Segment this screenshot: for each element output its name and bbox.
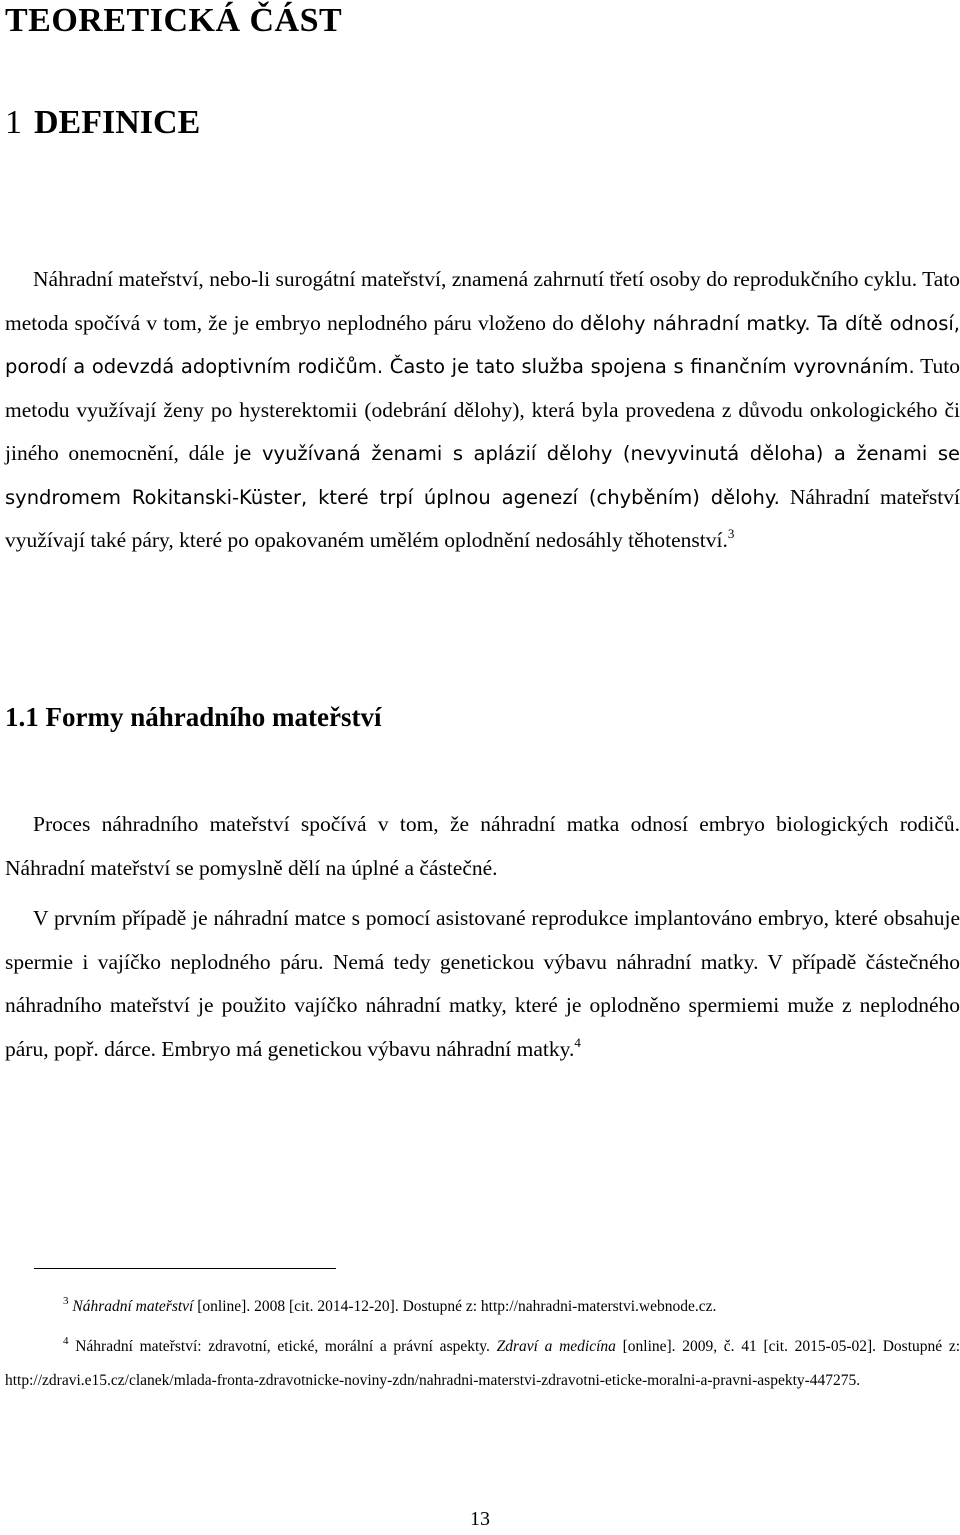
footnote-4 xyxy=(5,1330,960,1398)
paragraph-process xyxy=(5,803,960,890)
footnote-text-pre: Náhradní mateřství: zdravotní, etické, morální a právní aspekty. xyxy=(75,1338,497,1355)
paragraph-cases xyxy=(5,897,960,1071)
footnote-title: Náhradní mateřství xyxy=(72,1298,194,1315)
paragraph-process-text: Proces náhradního mateřství spočívá v tom, že náhradní matka odnosí embryo biologických rodičů. Náhradní mateřství se pomyslně dělí na úplné a částečné. xyxy=(5,812,960,880)
page-number: 13 xyxy=(470,1508,490,1530)
section-heading xyxy=(5,702,381,733)
paragraph-text-a: Náhradní mateřství, nebo-li surogátní mateřství, znamená zahrnutí třetí osoby do reprodukčního cyklu. Tato metoda spočívá v tom, že je embryo neplodného páru vloženo do xyxy=(5,267,960,335)
paragraph-text-e: Náhradní mateřství využívají také páry, které po opakovaném umělém oplodnění nedosáhly těhotenství. xyxy=(5,484,960,552)
chapter-heading xyxy=(5,104,200,142)
footnote-ref-3[interactable]: 3 xyxy=(727,526,735,541)
paragraph-cases-text: V prvním případě je náhradní matce s pomocí asistované reprodukce implantováno embryo, které obsahuje spermie i vajíčko neplodného páru. Nemá tedy genetickou výbavu náhradní matky. V případě částečného náhradního mateřství je použito vajíčko náhradní matky, které je oplodněno spermiemi muže z neplodného páru, popř. dárce. Embryo má genetickou výbavu náhradní matky. xyxy=(5,906,960,1061)
footnote-separator xyxy=(34,1268,336,1269)
section-number: 1.1 xyxy=(5,702,39,732)
footnote-text: [online]. 2008 [cit. 2014-12-20]. Dostupné z: http://nahradni-materstvi.webnode.cz. xyxy=(193,1298,717,1315)
paragraph-text-d: je využívaná ženami s aplázií dělohy (nevyvinutá děloha) a ženami se syndromem Rokitanski-Küster, které trpí úplnou agenezí (chyběním) dělohy. xyxy=(5,442,960,509)
part-title: TEORETICKÁ ČÁST xyxy=(5,2,343,39)
chapter-number: 1 xyxy=(5,104,22,141)
footnote-journal: Zdraví a medicína xyxy=(496,1338,616,1355)
footnote-number: 3 xyxy=(63,1295,69,1307)
paragraph-text-b: dělohy náhradní matky. Ta dítě odnosí, porodí a odevzdá adoptivním rodičům. Často je tato služba spojena s finančním vyrovnáním. xyxy=(5,311,960,378)
chapter-title: DEFINICE xyxy=(34,104,201,141)
footnote-3 xyxy=(5,1290,960,1324)
footnote-number: 4 xyxy=(63,1335,69,1347)
footnote-ref-4[interactable]: 4 xyxy=(574,1034,581,1050)
paragraph-text-c: Tuto metodu využívají ženy po hysterektomii (odebrání dělohy), která byla provedena z důvodu onkologického či jiného onemocnění, dále xyxy=(5,354,960,465)
section-title: Formy náhradního mateřství xyxy=(45,702,382,732)
footnote-text: [online]. 2009, č. 41 [cit. 2015-05-02]. Dostupné z: http://zdravi.e15.cz/clanek/mlada-fronta-zdravotnicke-noviny-zdn/nahradni-materstvi-zdravotni-eticke-moralni-a-pravni-aspekty-447275. xyxy=(5,1338,960,1389)
paragraph-definition xyxy=(5,258,960,563)
